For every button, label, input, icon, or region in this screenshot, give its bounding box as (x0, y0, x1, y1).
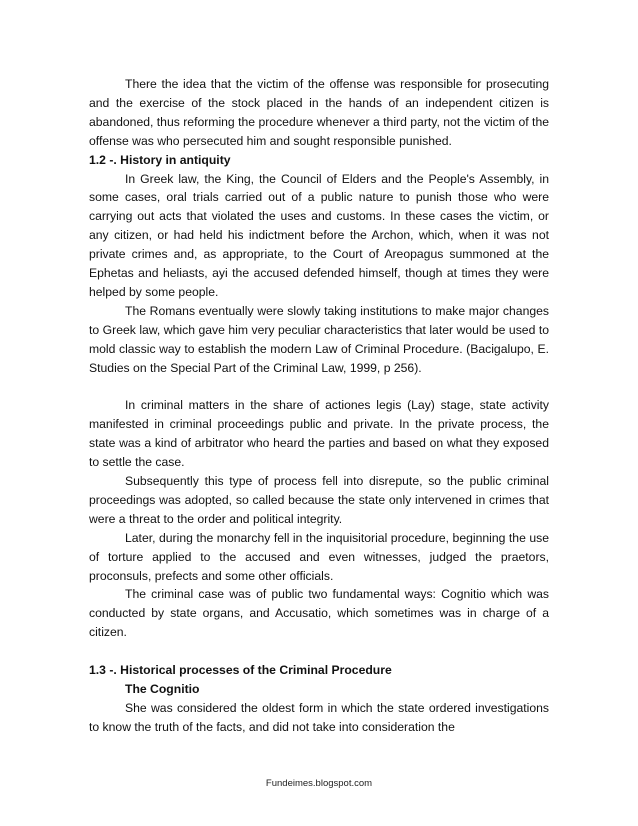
paragraph-intro: There the idea that the victim of the offense was responsible for prosecuting and the exercise of the stock placed in the hands of an independent citizen is abandoned, thus reforming the procedure whenever a third party, not the victim of the offense was who persecuted him and sought responsible punished. (89, 77, 549, 148)
paragraph-spacer (89, 378, 549, 397)
document-page (89, 75, 549, 737)
paragraph-cognitio: She was considered the oldest form in which the state ordered investigations to know the truth of the facts, and did not take into consideration the (89, 700, 549, 734)
paragraph-criminal-matters: In criminal matters in the share of actiones legis (Lay) stage, state activity manifested in criminal proceedings public and private. In the private process, the state was a kind of arbitrator who heard the parties and based on what they exposed to settle the case. (89, 398, 549, 470)
subheading-cognitio: The Cognitio (125, 681, 200, 696)
paragraph-greek-law: In Greek law, the King, the Council of Elders and the People's Assembly, in some cases, oral trials carried out of a public nature to punish those who were carrying out acts that violated the uses and customs. In these cases the victim, or any citizen, or had held his indictment before the Archon, which, when it was not private crimes and, as appropriate, to the Court of Areopagus summoned at the Ephetas and heliasts, ayi the accused defended himself, though at times they were helped by some people. (89, 171, 549, 299)
page-footer-source: Fundeimes.blogspot.com (265, 778, 373, 789)
paragraph-criminal-case: The criminal case was of public two fundamental ways: Cognitio which was conducted by state organs, and Accusatio, which sometimes was in charge of a citizen. (89, 587, 549, 640)
section-heading-1-3: 1.3 -. Historical processes of the Criminal Procedure (89, 663, 392, 678)
paragraph-spacer (89, 642, 549, 661)
paragraph-later: Later, during the monarchy fell in the inquisitorial procedure, beginning the use of torture applied to the accused and even witnesses, judged the praetors, proconsuls, prefects and some other officials. (89, 530, 549, 583)
paragraph-romans: The Romans eventually were slowly taking institutions to make major changes to Greek law, which gave him very peculiar characteristics that later would be used to mold classic way to establish the modern Law of Criminal Procedure. (Bacigalupo, E. Studies on the Special Part of the Criminal Law, 1999, p 256). (89, 303, 549, 375)
paragraph-subsequently: Subsequently this type of process fell into disrepute, so the public criminal proceedings was adopted, so called because the state only intervened in crimes that were a threat to the order and political integrity. (89, 474, 549, 526)
section-heading-1-2: 1.2 -. History in antiquity (89, 152, 231, 167)
